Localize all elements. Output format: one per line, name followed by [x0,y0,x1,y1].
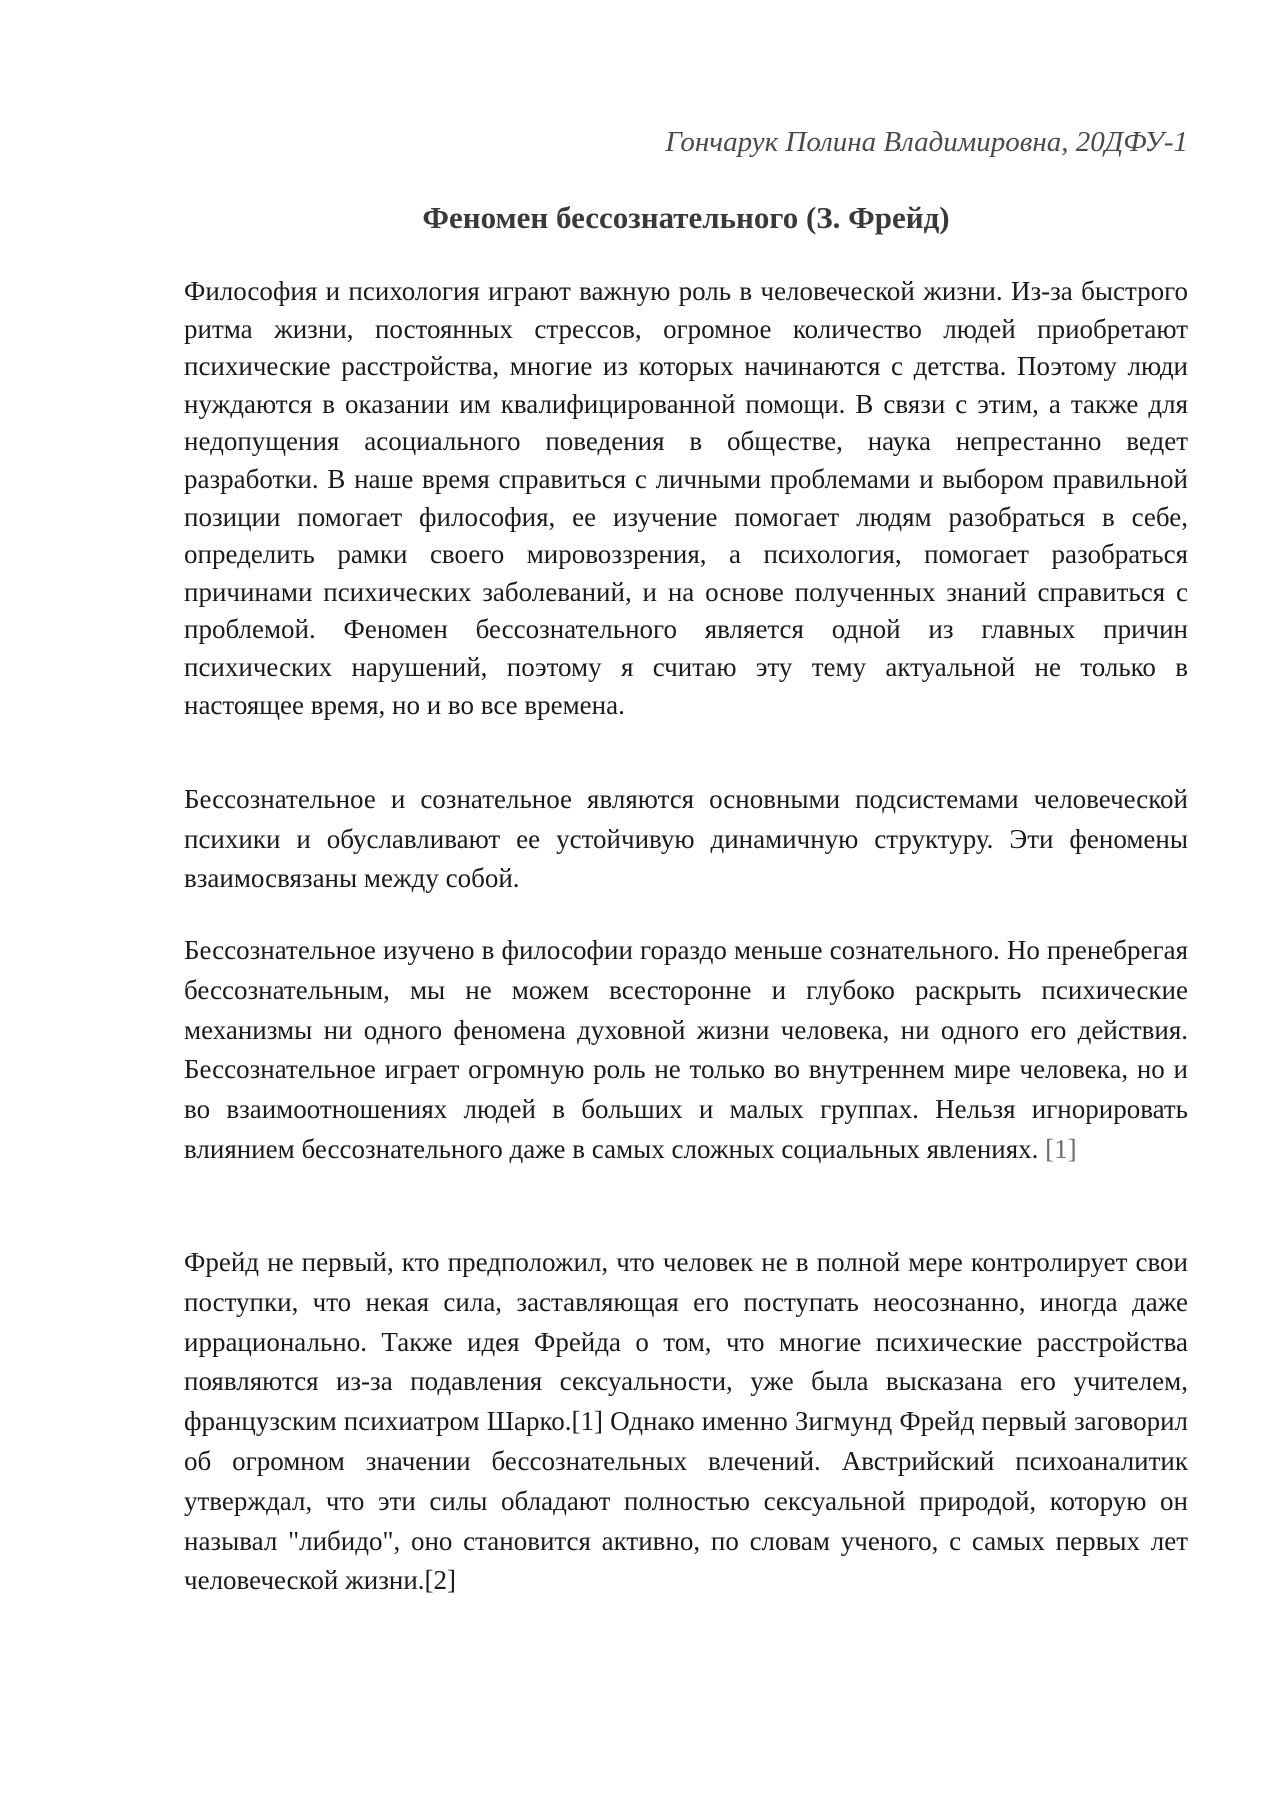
author-line: Гончарук Полина Владимировна, 20ДФУ-1 [665,126,1188,158]
paragraph-unconscious-study [184,931,1188,1170]
citation-reference: [1] [1045,1133,1077,1164]
paragraph-intro: Философия и психология играют важную роль в человеческой жизни. Из-за быстрого ритма жизни, постоянных стрессов, огромное количество людей приобретают психические расстройства, многие из которых начинаются с детства. Поэтому люди нуждаются в оказании им квалифицированной помощи. В связи с этим, а также для недопущения асоциального поведения в обществе, наука непрестанно ведет разработки. В наше время справиться с личными проблемами и выбором правильной позиции помогает философия, ее изучение помогает людям разобраться в себе, определить рамки своего мировоззрения, а психология, помогает разобраться причинами психических заболеваний, и на основе полученных знаний справиться с проблемой. Феномен бессознательного является одной из главных причин психических нарушений, поэтому я считаю эту тему актуальной не только в настоящее время, но и во все времена. [184,276,1188,720]
paragraph-freud: Фрейд не первый, кто предположил, что человек не в полной мере контролирует свои поступки, что некая сила, заставляющая его поступать неосознанно, иногда даже иррационально. Также идея Фрейда о том, что многие психические расстройства появляются из-за подавления сексуальности, уже была высказана его учителем, французским психиатром Шарко.[1] Однако именно Зигмунд Фрейд первый заговорил об огромном значении бессознательных влечений. Австрийский психоаналитик утверждал, что эти силы обладают полностью сексуальной природой, которую он называл "либидо", оно становится активно, по словам ученого, с самых первых лет человеческой жизни.[2] [184,1247,1188,1596]
document-title: Феномен бессознательного (З. Фрейд) [422,200,950,235]
paragraph-text: Бессознательное изучено в философии гораздо меньше сознательного. Но пренебрегая бессознательным, мы не можем всесторонне и глубоко раскрыть психические механизмы ни одного феномена духовной жизни человека, ни одного его действия. Бессознательное играет огромную роль не только во внутреннем мире человека, но и во взаимоотношениях людей в больших и малых группах. Нельзя игнорировать влиянием бессознательного даже в самых сложных социальных явлениях. [184,935,1188,1164]
document-page [184,0,1188,1811]
paragraph-subsystems: Бессознательное и сознательное являются основными подсистемами человеческой психики и обуславливают ее устойчивую динамичную структуру. Эти феномены взаимосвязаны между собой. [184,784,1188,893]
